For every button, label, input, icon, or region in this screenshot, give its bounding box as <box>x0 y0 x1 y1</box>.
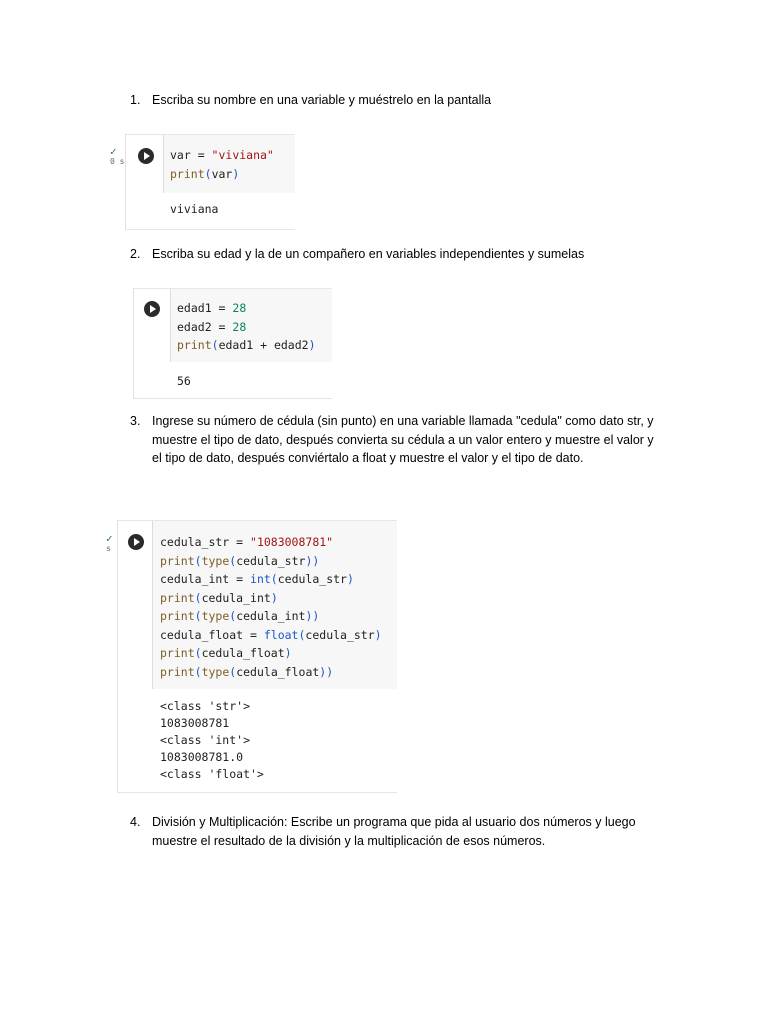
code-token: "1083008781" <box>250 535 334 549</box>
code-token: print <box>170 166 205 181</box>
code-token: cedula_int = <box>160 572 251 586</box>
question-1 <box>130 91 730 111</box>
question-number: 2. <box>130 247 141 261</box>
code-token: int <box>250 572 271 586</box>
output-line: <class 'float'> <box>160 767 264 781</box>
cell-output <box>160 697 264 782</box>
code-token: edad1 + edad2 <box>218 338 309 352</box>
question-4 <box>130 813 750 853</box>
code-lines <box>170 146 274 183</box>
code-token: )) <box>319 664 334 679</box>
code-line <box>170 165 274 184</box>
code-token: ( <box>229 664 237 679</box>
code-line <box>160 589 382 608</box>
code-token: print <box>160 664 195 679</box>
code-token: type <box>201 609 230 623</box>
code-token: "viviana" <box>211 148 274 162</box>
code-token: 28 <box>232 301 247 315</box>
code-token: ( <box>194 553 202 568</box>
code-token: print <box>177 338 212 352</box>
code-cell-3[interactable] <box>117 520 397 793</box>
code-lines <box>177 299 316 355</box>
code-editor[interactable] <box>164 135 295 193</box>
code-token: cedula_str <box>236 553 306 568</box>
code-token: ( <box>270 572 278 586</box>
question-text: División y Multiplicación: Escribe un programa que pida al usuario dos números y luego muestre el resultado de la división y la multiplicación de esos números. <box>152 815 636 848</box>
run-button[interactable] <box>138 148 154 164</box>
run-button[interactable] <box>128 534 144 550</box>
question-text: Ingrese su número de cédula (sin punto) en una variable llamada "cedula" como dato str, y muestre el tipo de dato, después convierta su cédula a un valor entero y muestre el valor y el tipo de dato, después conviértalo a float y muestre el valor y el tipo de dato. <box>152 414 654 465</box>
question-text: Escriba su edad y la de un compañero en variables independientes y sumelas <box>152 247 585 261</box>
code-token: ( <box>298 627 306 642</box>
question-text: Escriba su nombre en una variable y muéstrelo en la pantalla <box>152 93 492 107</box>
code-token: ) <box>374 627 382 642</box>
code-token: print <box>160 553 195 568</box>
code-token: print <box>160 609 195 623</box>
code-token: ( <box>194 609 202 623</box>
question-3 <box>130 412 750 470</box>
execution-time: s <box>106 544 111 553</box>
cell-output <box>177 372 191 389</box>
cell-status <box>106 533 113 553</box>
code-line <box>160 644 382 663</box>
cell-output <box>170 200 218 217</box>
code-token: ( <box>194 590 202 605</box>
output-line: 1083008781.0 <box>160 750 244 764</box>
code-line <box>160 533 382 552</box>
code-token: 28 <box>232 319 247 334</box>
cell-status <box>110 146 124 166</box>
output-line: <class 'int'> <box>160 733 251 747</box>
question-2 <box>130 245 730 265</box>
code-token: edad1 = <box>177 301 233 315</box>
code-editor[interactable] <box>153 521 397 689</box>
code-token: type <box>201 664 230 679</box>
code-token: ) <box>346 572 354 586</box>
code-token: print <box>160 646 195 660</box>
code-token: )) <box>305 553 320 568</box>
check-icon: ✓ <box>106 532 113 545</box>
code-token: cedula_float = <box>160 627 264 642</box>
code-line <box>160 626 382 645</box>
code-token: var <box>211 166 233 181</box>
code-token: cedula_str = <box>160 535 251 549</box>
check-icon: ✓ <box>110 145 117 158</box>
code-token: ( <box>211 338 219 352</box>
code-token: ( <box>194 664 202 679</box>
run-button[interactable] <box>144 301 160 317</box>
code-token: var = <box>170 148 212 162</box>
code-editor[interactable] <box>171 289 332 362</box>
code-token: ) <box>270 590 278 605</box>
code-token: cedula_str <box>305 627 375 642</box>
code-token: cedula_str <box>277 572 347 586</box>
code-line <box>177 318 316 337</box>
code-line <box>177 336 316 355</box>
code-line <box>160 607 382 626</box>
code-token: cedula_float <box>201 646 285 660</box>
code-token: ) <box>308 338 316 352</box>
output-line: viviana <box>170 202 219 216</box>
code-cell-2[interactable] <box>133 288 332 399</box>
code-token: ) <box>232 166 240 181</box>
code-line <box>160 552 382 571</box>
code-token: edad2 = <box>177 319 233 334</box>
question-number: 1. <box>130 93 141 107</box>
output-line: 1083008781 <box>160 716 230 730</box>
code-token: cedula_int <box>236 609 306 623</box>
code-token: float <box>263 627 299 642</box>
code-line <box>170 146 274 165</box>
code-token: ) <box>284 646 292 660</box>
code-line <box>177 299 316 318</box>
code-token: cedula_int <box>201 590 271 605</box>
code-line <box>160 663 382 682</box>
code-token: ( <box>194 646 202 660</box>
code-token: print <box>160 590 195 605</box>
code-token: ( <box>229 553 237 568</box>
code-cell-1[interactable] <box>125 134 295 230</box>
output-line: <class 'str'> <box>160 699 251 713</box>
output-line: 56 <box>177 374 191 388</box>
code-token: ( <box>204 166 212 181</box>
execution-time: 0 s <box>110 157 125 166</box>
code-token: cedula_float <box>236 664 320 679</box>
code-line <box>160 570 382 589</box>
code-token: )) <box>305 609 320 623</box>
question-number: 4. <box>130 815 141 829</box>
code-lines <box>160 533 382 681</box>
code-token: ( <box>229 609 237 623</box>
code-token: type <box>201 553 230 568</box>
question-number: 3. <box>130 414 141 428</box>
